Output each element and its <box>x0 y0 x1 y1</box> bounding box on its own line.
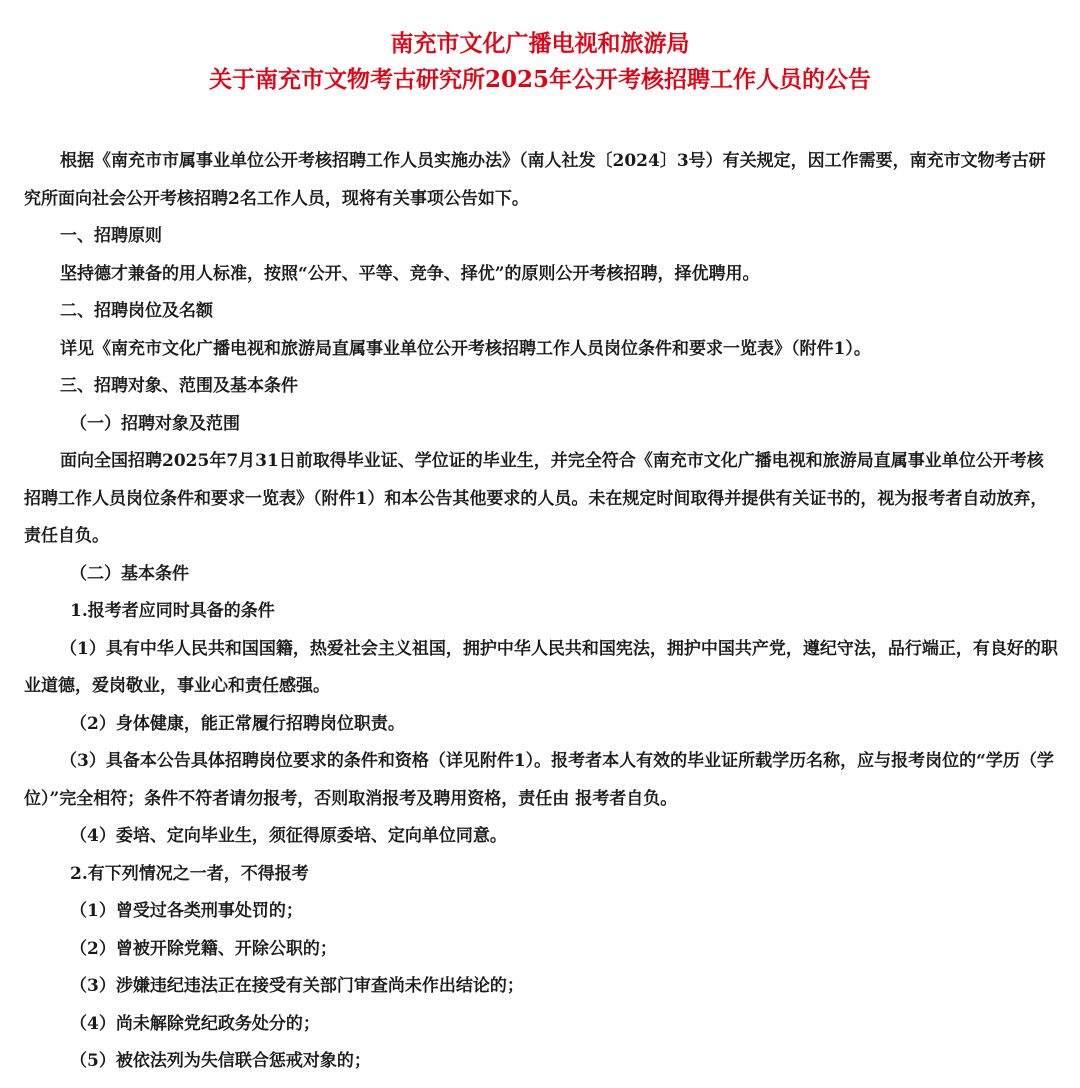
exclusions-heading: 2.有下列情况之一者，不得报考 <box>70 863 309 884</box>
exclusion-item: （4）尚未解除党纪政务处分的； <box>70 1013 320 1034</box>
title-line-1: 南充市文化广播电视和旅游局 <box>390 30 690 57</box>
exclusion-item: （1）曾受过各类刑事处罚的； <box>70 901 303 921</box>
scope-text: 面向全国招聘2025年7月31日前取得毕业证、学位证的毕业生，并完全符合《南充市文化广播电视和旅游局直属事业单位公开考核招聘工作人员岗位条件和要求一览表》（附件1）和本公告其他要求的人员。未在规定时间取得并提供有关证书的，视为报考者自动放弃，责任自负。 <box>24 451 1048 546</box>
intro-paragraph: 根据《南充市市属事业单位公开考核招聘工作人员实施办法》（南人社发〔2024〕3号）有关规定，因工作需要，南充市文物考古研究所面向社会公开考核招聘2名工作人员，现将有关事项公告如下。 <box>24 151 1046 209</box>
principle-text: 坚持德才兼备的用人标准，按照“公开、平等、竞争、择优”的原则公开考核招聘，择优聘用。 <box>60 263 760 284</box>
section-heading-principle: 一、招聘原则 <box>60 226 162 246</box>
condition-item: （2）身体健康，能正常履行招聘岗位职责。 <box>70 713 405 734</box>
condition-item: （1）具有中华人民共和国国籍，热爱社会主义祖国，拥护中华人民共和国宪法，拥护中国共产党，遵纪守法，品行端正，有良好的职业道德，爱岗敬业，事业心和责任感强。 <box>24 638 1058 696</box>
title-line-2: 关于南充市文物考古研究所2025年公开考核招聘工作人员的公告 <box>208 66 871 93</box>
condition-item: （3）具备本公告具体招聘岗位要求的条件和资格（详见附件1）。报考者本人有效的毕业证所载学历名称，应与报考岗位的“学历（学位）”完全相符；条件不符者请勿报考，否则取消报考及聘用资格，责任由 报考者自负。 <box>24 751 1054 809</box>
section-heading-positions: 二、招聘岗位及名额 <box>60 301 213 321</box>
exclusion-item: （2）曾被开除党籍、开除公职的； <box>70 938 337 959</box>
conditions-heading: 1.报考者应同时具备的条件 <box>70 601 275 621</box>
subsection-heading-scope: （一）招聘对象及范围 <box>70 413 240 434</box>
announcement-body <box>24 143 1060 1081</box>
exclusion-item: （3）涉嫌违纪违法正在接受有关部门审查尚未作出结论的； <box>70 976 524 996</box>
positions-text: 详见《南充市文化广播电视和旅游局直属事业单位公开考核招聘工作人员岗位条件和要求一览表》（附件1）。 <box>60 338 871 359</box>
section-heading-eligibility: 三、招聘对象、范围及基本条件 <box>60 376 298 396</box>
subsection-heading-basic-conditions: （二）基本条件 <box>70 563 189 584</box>
condition-item: （4）委培、定向毕业生，须征得原委培、定向单位同意。 <box>70 826 507 846</box>
exclusion-item: （5）被依法列为失信联合惩戒对象的； <box>70 1051 371 1071</box>
